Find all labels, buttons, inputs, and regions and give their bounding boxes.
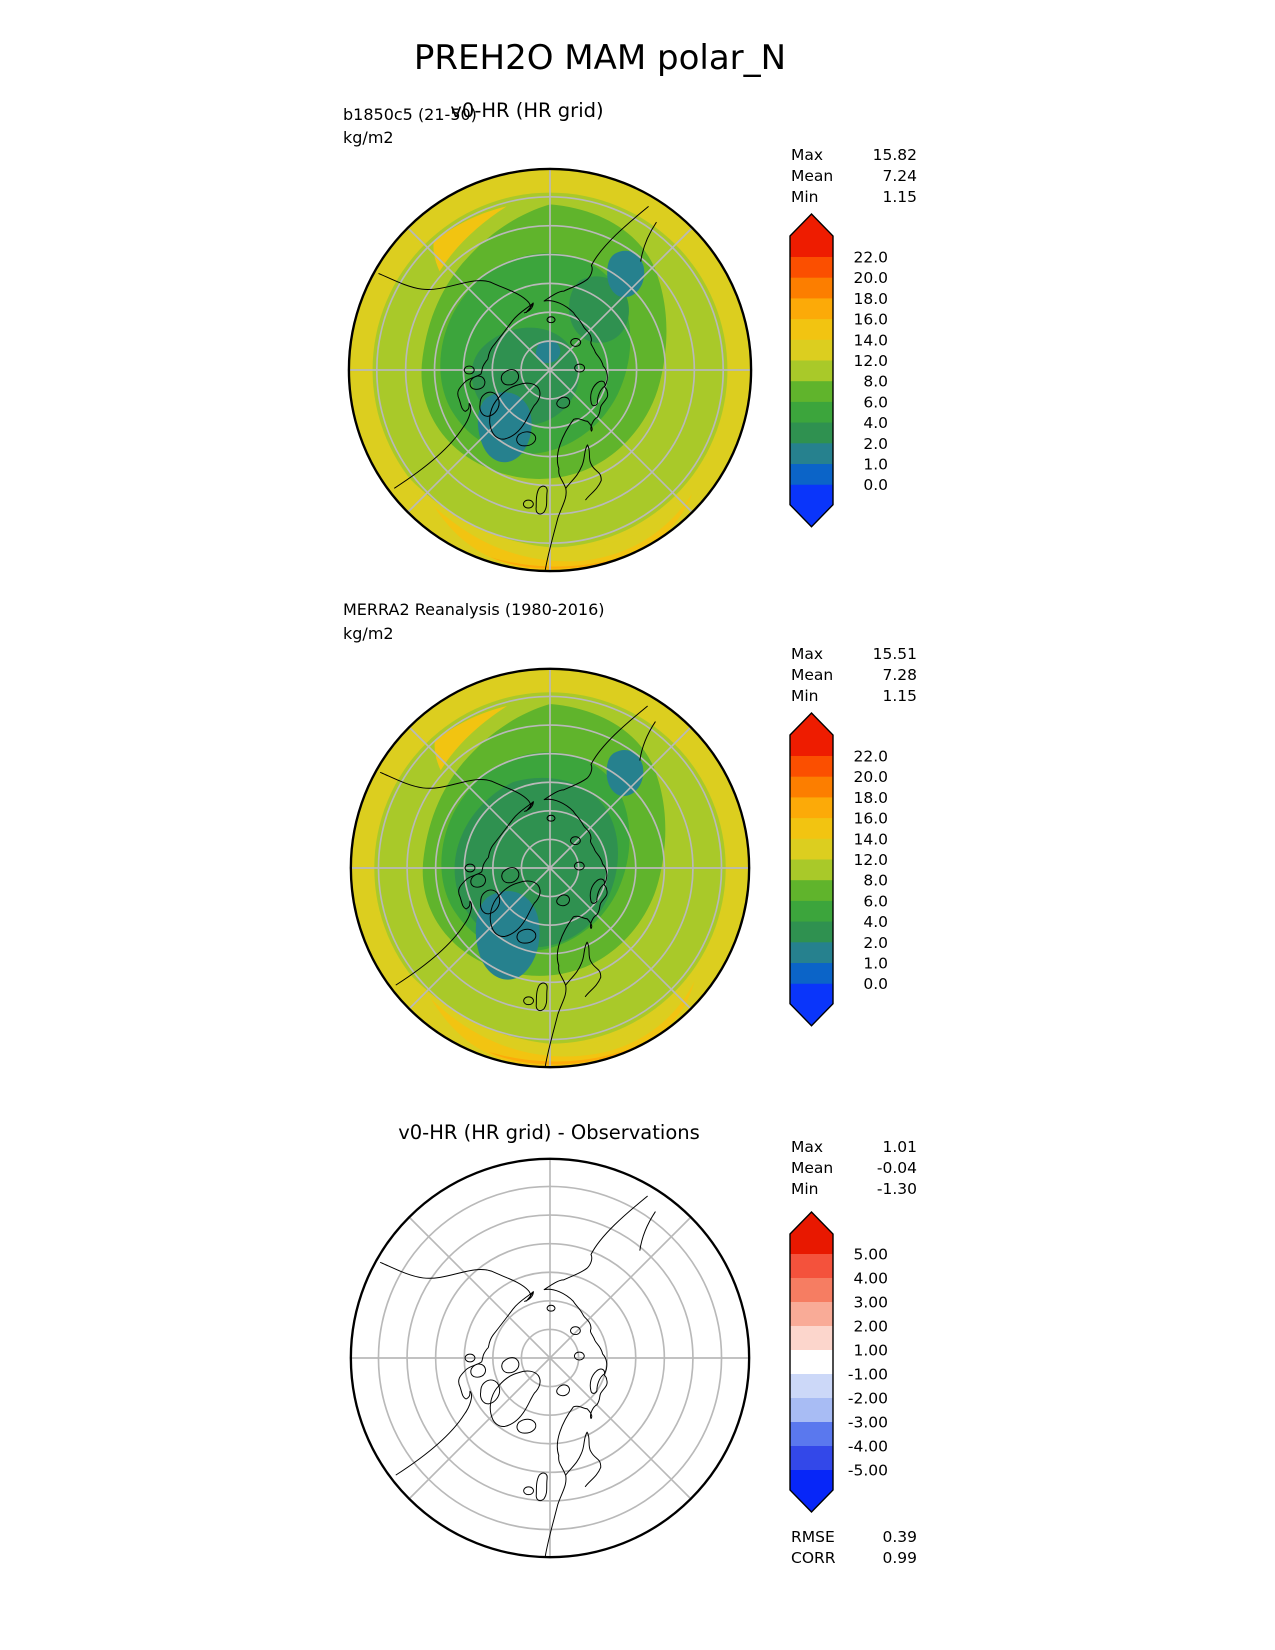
colorbar-tick-label: 14.0 [853,830,888,849]
colorbar-tick-label: 0.0 [863,975,888,994]
colorbar-cap-bottom [790,984,833,1026]
colorbar-band [790,443,833,464]
colorbar-tick-label: 3.00 [853,1293,888,1312]
colorbar-cap-top [790,1212,833,1254]
colorbar-band [790,402,833,423]
colorbar-tick-label: 14.0 [853,331,888,350]
colorbar-tick-label: 2.0 [863,933,888,952]
colorbar-obs [782,711,932,1030]
stat-label: Mean [791,167,834,185]
colorbar-band [790,1326,833,1351]
stat-value: 15.82 [872,146,917,164]
colorbar-band [790,423,833,444]
colorbar-band [790,464,833,485]
colorbar-band [790,1398,833,1423]
colorbar-band [790,839,833,860]
colorbar-tick-label: 12.0 [853,352,888,370]
colorbar-band [790,257,833,278]
metric-label: RMSE [791,1528,835,1546]
stat-label: Max [791,1138,824,1156]
colorbar-tick-label: -1.00 [847,1365,888,1384]
colorbar-tick-label: 1.0 [863,455,888,474]
panel-obs-units: kg/m2 [343,624,394,643]
colorbar-band [790,1422,833,1447]
stat-label: Mean [791,666,834,684]
panel-model-title: v0-HR (HR grid) [450,99,604,122]
colorbar-diff [782,1210,932,1516]
colorbar-tick-label: 8.0 [863,871,888,890]
colorbar-cap-bottom [790,1470,833,1512]
colorbar-tick-label: 22.0 [853,747,888,766]
colorbar-model [782,212,932,531]
colorbar-tick-label: -4.00 [847,1437,888,1456]
colorbar-band [790,942,833,963]
colorbar-band [790,340,833,361]
colorbar-band [790,880,833,901]
stat-row [791,644,917,665]
colorbar-tick-label: -3.00 [847,1413,888,1432]
colorbar-tick-label: 1.0 [863,954,888,973]
colorbar-band [790,797,833,818]
stat-value: 7.28 [882,666,917,684]
map-obs [345,663,755,1073]
colorbar-cap-bottom [790,485,833,527]
colorbar-tick-label: 16.0 [853,809,888,828]
colorbar-tick-label: 4.0 [863,913,888,932]
colorbar-band [790,922,833,943]
colorbar-tick-label: 22.0 [853,248,888,267]
stat-row [791,686,917,707]
colorbar-band [790,319,833,340]
colorbar-band [790,1374,833,1399]
stat-row [791,166,917,187]
stat-value: 1.15 [882,188,917,206]
colorbar-band [790,1254,833,1279]
colorbar-tick-label: 20.0 [853,768,888,787]
panel-model-units: kg/m2 [343,128,394,147]
colorbar-band [790,1446,833,1471]
stat-label: Max [791,645,824,663]
stat-row [791,1158,917,1179]
stat-label: Min [791,188,819,206]
stat-value: -1.30 [876,1180,917,1198]
colorbar-tick-label: 6.0 [863,892,888,911]
stats-obs [791,644,917,707]
stat-row [791,1137,917,1158]
stat-value: -0.04 [876,1159,917,1177]
map-model [343,163,757,577]
colorbar-tick-label: 5.00 [853,1245,888,1264]
metric-value: 0.39 [882,1528,917,1546]
map-diff [345,1153,755,1563]
metrics-diff [791,1527,917,1569]
stat-value: 1.15 [882,687,917,705]
colorbar-tick-label: 18.0 [853,289,888,308]
colorbar-band [790,963,833,984]
colorbar-cap-top [790,214,833,257]
colorbar-band [790,298,833,319]
stat-row [791,145,917,166]
colorbar-tick-label: 8.0 [863,372,888,391]
metric-row [791,1527,917,1548]
metric-label: CORR [791,1549,836,1567]
colorbar-tick-label: -2.00 [847,1389,888,1408]
colorbar-band [790,278,833,299]
figure-title: PREH2O MAM polar_N [413,38,787,78]
colorbar-tick-label: 1.00 [853,1341,888,1360]
colorbar-band [790,777,833,798]
stats-model [791,145,917,208]
stat-row [791,665,917,686]
colorbar-tick-label: 16.0 [853,310,888,329]
panel-model-case-label: b1850c5 (21-50) [343,105,477,124]
stat-label: Min [791,687,819,705]
colorbar-band [790,860,833,881]
colorbar-tick-label: -5.00 [847,1461,888,1480]
colorbar-tick-label: 4.0 [863,414,888,433]
colorbar-cap-top [790,713,833,756]
colorbar-tick-label: 0.0 [863,476,888,495]
stat-label: Min [791,1180,819,1198]
stat-value: 7.24 [882,167,917,185]
colorbar-band [790,1350,833,1375]
colorbar-band [790,1278,833,1303]
metric-value: 0.99 [882,1549,917,1567]
colorbar-band [790,361,833,382]
stat-row [791,1179,917,1200]
metric-row [791,1548,917,1569]
colorbar-tick-label: 12.0 [853,851,888,869]
colorbar-tick-label: 6.0 [863,393,888,412]
panel-diff-title: v0-HR (HR grid) - Observations [398,1121,700,1144]
colorbar-band [790,901,833,922]
colorbar-band [790,381,833,402]
stats-diff [791,1137,917,1200]
colorbar-tick-label: 18.0 [853,788,888,807]
colorbar-band [790,756,833,777]
stat-row [791,187,917,208]
colorbar-tick-label: 2.00 [853,1317,888,1336]
stat-label: Max [791,146,824,164]
stat-value: 15.51 [872,645,917,663]
colorbar-tick-label: 20.0 [853,269,888,288]
colorbar-tick-label: 2.0 [863,434,888,453]
colorbar-band [790,1302,833,1327]
panel-obs-label: MERRA2 Reanalysis (1980-2016) [343,600,605,619]
stat-value: 1.01 [882,1138,917,1156]
colorbar-band [790,818,833,839]
colorbar-tick-label: 4.00 [853,1269,888,1288]
stat-label: Mean [791,1159,834,1177]
